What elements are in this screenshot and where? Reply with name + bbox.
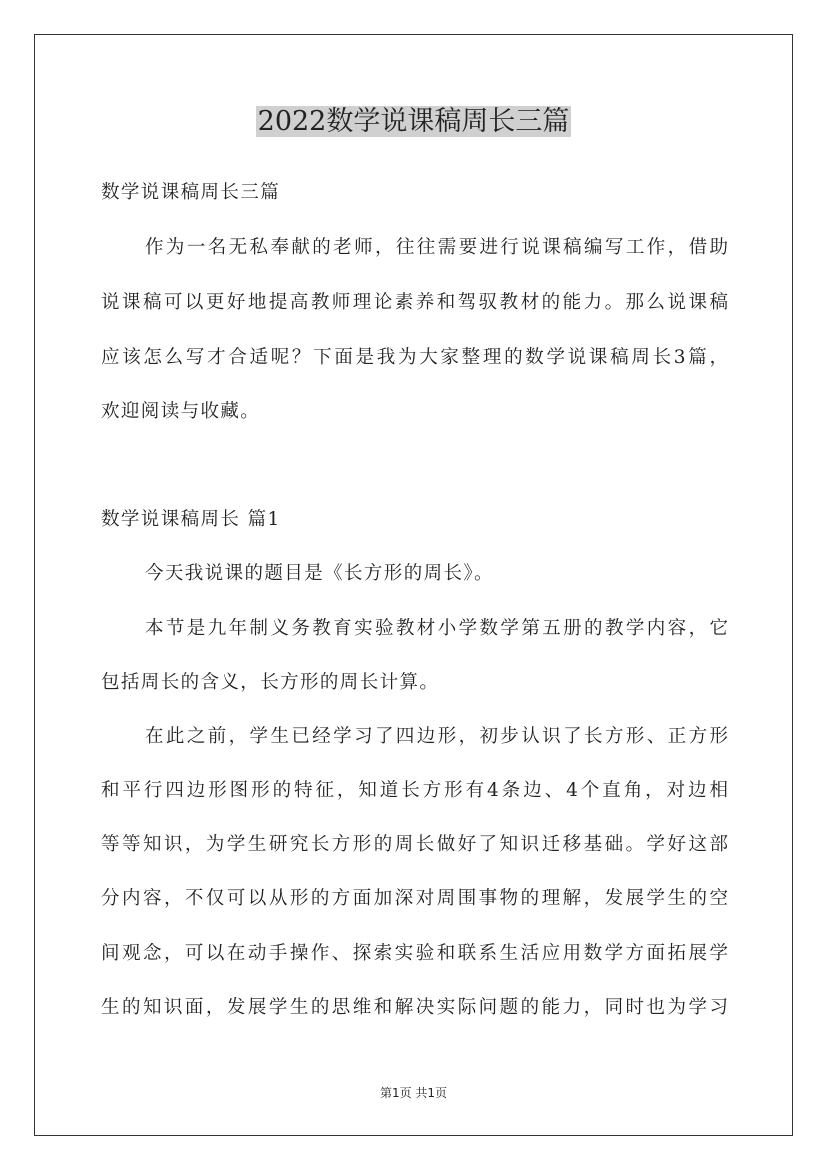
subtitle-line: 数学说课稿周长三篇 — [101, 182, 281, 203]
document-title — [0, 103, 827, 141]
document-title-text: 2022数学说课稿周长三篇 — [257, 106, 570, 137]
section-heading: 数学说课稿周长 篇1 — [101, 509, 281, 530]
paragraph-line: 说课稿可以更好地提高教师理论素养和驾驭教材的能力。那么说课稿 — [101, 292, 728, 313]
paragraph-line: 分内容，不仅可以从形的方面加深对周围事物的理解，发展学生的空 — [101, 888, 728, 909]
paragraph-line: 欢迎阅读与收藏。 — [101, 401, 261, 422]
paragraph-line: 等等知识，为学生研究长方形的周长做好了知识迁移基础。学好这部 — [101, 834, 728, 855]
paragraph-line: 和平行四边形图形的特征，知道长方形有4条边、4个直角，对边相 — [101, 780, 728, 801]
paragraph-line: 在此之前，学生已经学习了四边形，初步认识了长方形、正方形 — [145, 726, 728, 747]
paragraph-line: 包括周长的含义，长方形的周长计算。 — [101, 672, 440, 693]
paragraph-line: 生的知识面，发展学生的思维和解决实际问题的能力，同时也为学习 — [101, 997, 728, 1018]
paragraph-line: 作为一名无私奉献的老师，往往需要进行说课稿编写工作，借助 — [145, 237, 728, 258]
paragraph-line: 间观念，可以在动手操作、探索实验和联系生活应用数学方面拓展学 — [101, 943, 728, 964]
paragraph-line: 应该怎么写才合适呢？下面是我为大家整理的数学说课稿周长3篇， — [101, 347, 728, 368]
page-footer: 第1页 共1页 — [379, 1086, 448, 1100]
paragraph-line: 本节是九年制义务教育实验教材小学数学第五册的教学内容，它 — [145, 618, 728, 639]
paragraph-line: 今天我说课的题目是《长方形的周长》。 — [145, 563, 494, 584]
